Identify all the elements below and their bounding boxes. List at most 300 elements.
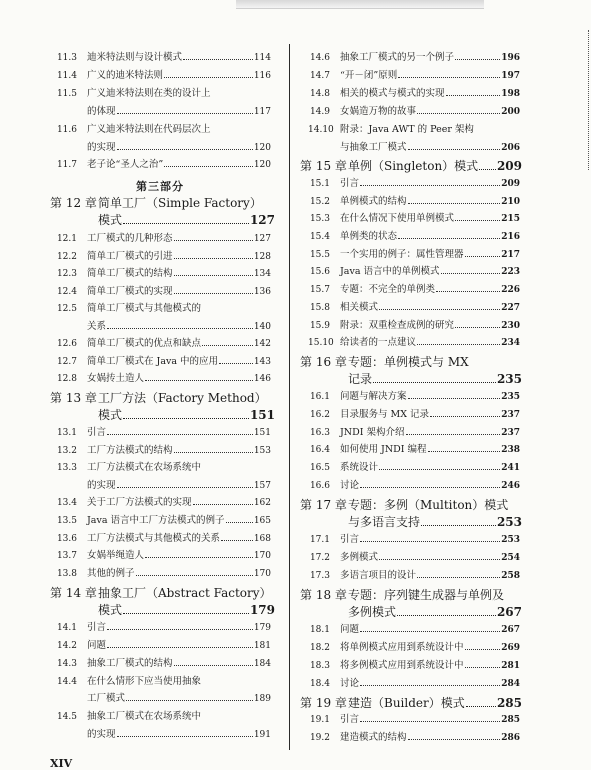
entry-page: 134 (253, 269, 271, 279)
section-number: 11.7 (56, 160, 77, 170)
section-number: 14.6 (309, 53, 330, 63)
section-number: 16.1 (309, 392, 330, 402)
dot-leader (193, 504, 253, 505)
section-number: 14.3 (56, 659, 77, 669)
dot-leader (219, 363, 253, 364)
toc-entry (308, 142, 520, 154)
toc-entry (55, 106, 271, 118)
toc-entry (55, 711, 271, 723)
dot-leader (408, 739, 501, 740)
toc-entry (308, 284, 520, 296)
entry-title: 引言 (87, 622, 107, 633)
entry-page: 217 (501, 250, 520, 260)
chapter-heading (300, 498, 522, 512)
dot-leader (117, 487, 253, 488)
toc-entry (308, 302, 520, 314)
toc-entry (308, 427, 520, 439)
dot-leader (417, 113, 500, 114)
entry-page: 117 (253, 107, 271, 117)
entry-page: 168 (253, 534, 271, 544)
section-number: 12.1 (56, 234, 77, 244)
section-number: 16.4 (309, 445, 330, 455)
toc-entry (308, 52, 520, 64)
entry-page: 223 (501, 267, 520, 277)
dot-leader (417, 344, 500, 345)
entry-title: 关系 (87, 321, 107, 332)
dot-leader (174, 665, 253, 666)
dot-leader (107, 328, 253, 329)
section-number: 13.1 (56, 428, 77, 438)
dot-leader (379, 469, 500, 470)
chapter-page: 179 (249, 603, 275, 617)
chapter-title-line2: 与多语言支持 (348, 515, 421, 529)
section-number: 16.5 (309, 463, 330, 473)
dot-leader (117, 149, 253, 150)
chapter-title-line2: 记录 (348, 372, 373, 386)
toc-entry (55, 88, 271, 100)
chapter-title-line2: 模式 (98, 603, 123, 617)
entry-title: 工厂模式的几种形态 (87, 233, 173, 244)
chapter-page: 285 (496, 696, 522, 710)
toc-entry (308, 678, 520, 690)
entry-title: 附录：双重检查成例的研究 (340, 320, 455, 331)
entry-title: 系统设计 (340, 462, 379, 473)
entry-title: 引言 (340, 714, 360, 725)
entry-title: 专题：不完全的单例类 (340, 284, 436, 295)
toc-entry (308, 534, 520, 546)
entry-title: 关于工厂方法模式的实现 (87, 497, 192, 508)
scan-top-edge (236, 0, 484, 9)
section-number: 13.8 (56, 569, 77, 579)
entry-page: 226 (501, 285, 520, 295)
entry-title: 与抽象工厂模式 (340, 142, 407, 153)
chapter-title: 建造（Builder）模式 (348, 696, 465, 710)
entry-title: 的实现 (87, 480, 116, 491)
dot-leader (360, 487, 500, 488)
toc-entry (55, 622, 271, 634)
entry-title: 简单工厂模式在 Java 中的应用 (87, 356, 219, 367)
toc-entry (55, 52, 271, 64)
section-number: 13.3 (56, 463, 77, 473)
section-number: 15.9 (309, 321, 330, 331)
entry-title: 工厂方法模式的结构 (87, 445, 173, 456)
entry-title: 简单工厂模式的结构 (87, 268, 173, 279)
entry-page: 140 (253, 322, 271, 332)
dot-leader (123, 613, 249, 614)
dot-leader (117, 736, 253, 737)
chapter-number: 第 16 章 (300, 355, 347, 369)
section-number: 12.7 (56, 357, 77, 367)
section-number: 19.2 (309, 733, 330, 743)
toc-entry (55, 568, 271, 580)
section-number: 14.8 (309, 89, 330, 99)
dot-leader (408, 203, 501, 204)
dot-leader (145, 557, 253, 558)
chapter-page: 127 (249, 213, 275, 227)
section-number: 15.5 (309, 250, 330, 260)
section-number: 18.2 (309, 643, 330, 653)
entry-page: 234 (501, 338, 520, 348)
entry-title: 在什么情形下应当使用抽象 (87, 676, 202, 687)
toc-entry (55, 462, 271, 474)
section-number: 17.1 (309, 535, 330, 545)
entry-title: 迪米特法则与设计模式 (87, 52, 183, 63)
toc-entry (308, 88, 520, 100)
entry-title: 引言 (340, 178, 360, 189)
dot-leader (126, 700, 253, 701)
toc-entry (55, 356, 271, 368)
entry-page: 210 (501, 197, 520, 207)
section-number: 12.6 (56, 339, 77, 349)
toc-entry (55, 497, 271, 509)
chapter-page: 209 (496, 159, 522, 173)
toc-entry (308, 178, 520, 190)
entry-page: 189 (253, 694, 271, 704)
entry-title: 讨论 (340, 480, 360, 491)
section-number: 17.3 (309, 571, 330, 581)
entry-page: 238 (501, 445, 520, 455)
section-number: 18.1 (309, 625, 330, 635)
section-number: 15.4 (309, 232, 330, 242)
entry-page: 127 (253, 234, 271, 244)
section-number: 14.1 (56, 623, 77, 633)
toc-entry (55, 658, 271, 670)
entry-title: Java 语言中的单例模式 (340, 266, 440, 277)
toc-entry (55, 286, 271, 298)
dot-leader (479, 169, 496, 170)
section-number: 18.3 (309, 661, 330, 671)
toc-entry (308, 409, 520, 421)
toc-entry (55, 640, 271, 652)
dot-leader (441, 273, 501, 274)
toc-entry (308, 320, 520, 332)
dot-leader (408, 398, 501, 399)
entry-page: 246 (501, 481, 520, 491)
dot-leader (174, 452, 253, 453)
chapter-title: 单例（Singleton）模式 (348, 159, 479, 173)
chapter-title-line2: 多例模式 (348, 605, 397, 619)
entry-title: 女娲举绳造人 (87, 550, 145, 561)
chapter-title: 专题：多例（Multiton）模式 (348, 498, 509, 512)
dot-leader (379, 309, 500, 310)
chapter-number: 第 15 章 (300, 159, 347, 173)
entry-title: 广义迪米特法则在类的设计上 (87, 88, 211, 99)
chapter-heading (300, 355, 522, 369)
toc-entry (308, 732, 520, 744)
entry-page: 128 (253, 252, 271, 262)
dot-leader (417, 577, 500, 578)
chapter-title: 专题：单例模式与 MX (348, 355, 469, 369)
entry-title: 工厂方法模式与其他模式的关系 (87, 533, 221, 544)
entry-page: 114 (253, 53, 271, 63)
chapter-title-line2: 模式 (98, 213, 123, 227)
entry-page: 198 (501, 89, 520, 99)
entry-page: 197 (501, 71, 520, 81)
section-number: 13.5 (56, 516, 77, 526)
chapter-number: 第 12 章 (50, 196, 97, 210)
entry-title: 女娲造万物的故事 (340, 106, 417, 117)
section-number: 12.4 (56, 287, 77, 297)
section-number: 16.3 (309, 428, 330, 438)
entry-title: 单例模式的结构 (340, 196, 407, 207)
entry-title: 引言 (87, 427, 107, 438)
entry-page: 237 (501, 410, 520, 420)
entry-title: 多例模式 (340, 552, 379, 563)
toc-entry (308, 196, 520, 208)
entry-page: 170 (253, 551, 271, 561)
entry-page: 116 (253, 71, 271, 81)
dot-leader (226, 522, 253, 523)
entry-title: 的实现 (87, 142, 116, 153)
entry-title: 的体现 (87, 106, 116, 117)
entry-page: 227 (501, 303, 520, 313)
section-number: 11.4 (56, 71, 77, 81)
chapter-number: 第 13 章 (50, 391, 97, 405)
toc-entry (55, 233, 271, 245)
chapter-heading (50, 196, 275, 210)
dot-leader (360, 541, 500, 542)
section-number: 14.5 (56, 712, 77, 722)
toc-entry (308, 624, 520, 636)
entry-page: 179 (253, 623, 271, 633)
entry-title: “开－闭”原则 (340, 70, 398, 81)
section-number: 14.10 (308, 125, 334, 135)
entry-page: 146 (253, 374, 271, 384)
dot-leader (164, 166, 253, 167)
section-number: 13.6 (56, 534, 77, 544)
section-number: 12.2 (56, 252, 77, 262)
section-number: 15.6 (309, 267, 330, 277)
entry-page: 237 (501, 428, 520, 438)
entry-title: Java 语言中工厂方法模式的例子 (87, 515, 225, 526)
section-number: 19.1 (309, 715, 330, 725)
chapter-number: 第 14 章 (50, 586, 97, 600)
toc-entry (308, 480, 520, 492)
dot-leader (164, 77, 253, 78)
toc-entry (55, 303, 271, 315)
entry-page: 254 (501, 553, 520, 563)
section-number: 14.4 (56, 677, 77, 687)
entry-title: 女娲抟土造人 (87, 373, 145, 384)
entry-title: 引言 (340, 534, 360, 545)
page-number: XIV (50, 757, 73, 770)
section-number: 13.7 (56, 551, 77, 561)
chapter-page: 267 (496, 605, 522, 619)
entry-title: 抽象工厂模式的另一个例子 (340, 52, 455, 63)
dot-leader (465, 256, 501, 257)
dot-leader (360, 631, 500, 632)
section-number: 15.8 (309, 303, 330, 313)
entry-page: 258 (501, 571, 520, 581)
section-number: 15.10 (308, 338, 334, 348)
toc-entry (55, 445, 271, 457)
toc-entry (308, 642, 520, 654)
toc-entry (55, 373, 271, 385)
section-number: 16.2 (309, 410, 330, 420)
dot-leader (465, 649, 501, 650)
entry-title: 问题 (340, 624, 360, 635)
dot-leader (428, 451, 501, 452)
section-number: 16.6 (309, 481, 330, 491)
entry-title: 多语言项目的设计 (340, 570, 417, 581)
entry-page: 209 (501, 179, 520, 189)
dot-leader (145, 380, 253, 381)
entry-page: 153 (253, 446, 271, 456)
entry-page: 120 (253, 143, 271, 153)
chapter-title: 工厂方法（Factory Method） (98, 391, 267, 405)
entry-page: 191 (253, 730, 271, 740)
toc-entry (308, 249, 520, 261)
chapter-number: 第 18 章 (300, 588, 347, 602)
chapter-number: 第 17 章 (300, 498, 347, 512)
dot-leader (221, 540, 253, 541)
toc-entry (55, 550, 271, 562)
section-number: 12.3 (56, 269, 77, 279)
dot-leader (455, 327, 500, 328)
entry-title: 简单工厂模式的优点和缺点 (87, 338, 202, 349)
dot-leader (183, 59, 253, 60)
entry-title: 简单工厂模式的实现 (87, 286, 173, 297)
section-number: 11.3 (56, 53, 77, 63)
entry-page: 136 (253, 287, 271, 297)
entry-page: 269 (501, 643, 520, 653)
section-number: 15.2 (309, 197, 330, 207)
toc-entry (308, 337, 520, 349)
section-number: 12.5 (56, 304, 77, 314)
chapter-heading (50, 586, 275, 600)
entry-page: 215 (501, 214, 520, 224)
entry-page: 157 (253, 481, 271, 491)
entry-title: 在什么情况下使用单例模式 (340, 213, 455, 224)
entry-page: 286 (501, 733, 520, 743)
toc-entry (55, 533, 271, 545)
toc-entry (55, 427, 271, 439)
entry-page: 120 (253, 160, 271, 170)
toc-entry (55, 70, 271, 82)
toc-entry (55, 480, 271, 492)
entry-page: 241 (501, 463, 520, 473)
entry-title: JNDI 架构介绍 (340, 427, 405, 438)
entry-page: 285 (501, 715, 520, 725)
entry-title: 简单工厂模式的引进 (87, 251, 173, 262)
chapter-title-continued (348, 515, 522, 529)
toc-entry (308, 444, 520, 456)
dot-leader (360, 685, 500, 686)
toc-entry (55, 251, 271, 263)
entry-title: 讨论 (340, 678, 360, 689)
section-number: 17.2 (309, 553, 330, 563)
section-number: 18.4 (309, 679, 330, 689)
dot-leader (360, 185, 500, 186)
entry-title: 抽象工厂模式的结构 (87, 658, 173, 669)
dot-leader (408, 149, 501, 150)
chapter-title-continued (98, 603, 275, 617)
entry-page: 196 (501, 53, 520, 63)
toc-entry (55, 729, 271, 741)
entry-page: 142 (253, 339, 271, 349)
dot-leader (465, 667, 501, 668)
toc-entry (55, 268, 271, 280)
dot-leader (455, 59, 500, 60)
entry-title: 目录服务与 MX 记录 (340, 409, 430, 420)
dot-leader (398, 77, 500, 78)
section-number: 13.2 (56, 446, 77, 456)
entry-title: 工厂方法模式在农场系统中 (87, 462, 202, 473)
chapter-title-continued (98, 213, 275, 227)
dot-leader (107, 629, 253, 630)
scan-edge-marks (585, 30, 589, 170)
chapter-number: 第 19 章 (300, 696, 347, 710)
entry-title: 简单工厂模式与其他模式的 (87, 303, 202, 314)
toc-entry (55, 338, 271, 350)
entry-page: 230 (501, 321, 520, 331)
entry-page: 181 (253, 641, 271, 651)
section-number: 14.9 (309, 107, 330, 117)
entry-page: 284 (501, 679, 520, 689)
entry-title: 附录：Java AWT 的 Peer 架构 (340, 124, 474, 135)
entry-page: 184 (253, 659, 271, 669)
chapter-page: 253 (496, 515, 522, 529)
entry-page: 267 (501, 625, 520, 635)
dot-leader (136, 575, 253, 576)
dot-leader (174, 240, 253, 241)
dot-leader (397, 615, 496, 616)
entry-title: 问题与解决方案 (340, 391, 407, 402)
section-number: 15.1 (309, 179, 330, 189)
dot-leader (436, 291, 500, 292)
chapter-title-continued (348, 605, 522, 619)
entry-page: 216 (501, 232, 520, 242)
toc-entry (308, 570, 520, 582)
entry-title: 老子论“圣人之治” (87, 159, 164, 170)
dot-leader (174, 258, 253, 259)
entry-title: 一个实用的例子：属性管理器 (340, 249, 464, 260)
entry-title: 工厂模式 (87, 693, 126, 704)
entry-title: 将多例模式应用到系统设计中 (340, 660, 464, 671)
dot-leader (123, 223, 249, 224)
dot-leader (379, 559, 500, 560)
part-title: 第三部分 (136, 180, 184, 193)
entry-page: 200 (501, 107, 520, 117)
entry-title: 将单例模式应用到系统设计中 (340, 642, 464, 653)
toc-entry (308, 70, 520, 82)
chapter-heading (50, 391, 275, 405)
section-number: 14.7 (309, 71, 330, 81)
chapter-title: 专题：序列键生成器与单例及 (348, 588, 505, 602)
entry-title: 如何使用 JNDI 编程 (340, 444, 427, 455)
entry-title: 广义迪米特法则在代码层次上 (87, 124, 211, 135)
chapter-title: 简单工厂（Simple Factory） (98, 196, 262, 210)
toc-entry (55, 159, 271, 171)
toc-entry (308, 106, 520, 118)
dot-leader (406, 434, 501, 435)
section-number: 11.6 (56, 125, 77, 135)
chapter-title: 抽象工厂（Abstract Factory） (98, 586, 272, 600)
entry-page: 235 (501, 392, 520, 402)
toc-entry (55, 142, 271, 154)
entry-title: 其他的例子 (87, 568, 135, 579)
chapter-heading (300, 588, 522, 602)
chapter-heading (300, 159, 522, 173)
dot-leader (174, 275, 253, 276)
entry-page: 143 (253, 357, 271, 367)
toc-entry (308, 714, 520, 726)
dot-leader (446, 95, 501, 96)
toc-entry (308, 462, 520, 474)
column-divider (289, 44, 290, 750)
dot-leader (421, 525, 496, 526)
section-number: 15.7 (309, 285, 330, 295)
